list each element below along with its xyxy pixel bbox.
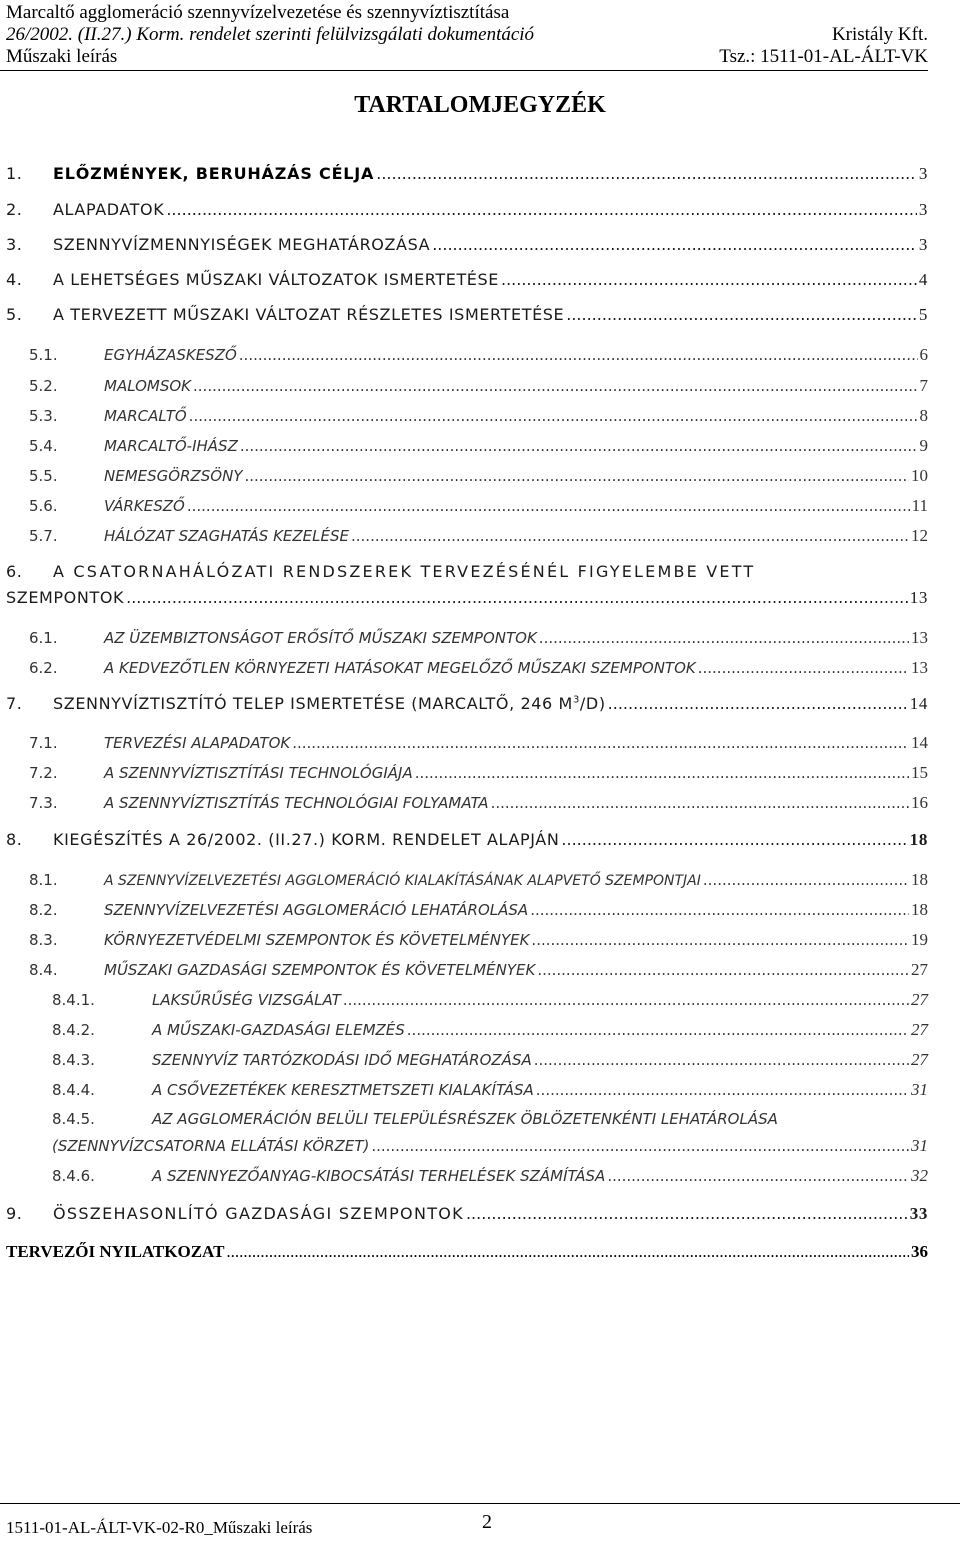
toc-page: 6: [919, 345, 928, 364]
toc-number: 8.3.: [29, 931, 58, 949]
toc-leader-dots: [244, 467, 909, 485]
toc-number: 8.1.: [29, 871, 58, 889]
toc-entry-8-4-3[interactable]: [52, 1050, 928, 1070]
toc-leader-dots: [530, 901, 909, 919]
toc-leader-dots: [187, 497, 910, 515]
toc-number: 7.1.: [29, 734, 58, 752]
toc-title: VÁRKESZŐ: [104, 497, 185, 515]
toc-number: 5.4.: [29, 437, 58, 455]
toc-entry-5-5[interactable]: [29, 466, 928, 486]
toc-title: A SZENNYVÍZTISZTÍTÁSI TECHNOLÓGIÁJA: [104, 764, 413, 782]
toc-page: 13: [909, 588, 928, 607]
toc-page: 11: [911, 496, 928, 515]
toc-page: 27: [911, 1050, 928, 1069]
toc-number: 8.4.: [29, 961, 58, 979]
toc-title: ÖSSZEHASONLÍTÓ GAZDASÁGI SZEMPONTOK: [53, 1204, 464, 1223]
toc-page: 27: [911, 990, 928, 1009]
toc-entry-6-line2[interactable]: [6, 588, 928, 608]
toc-page: 5: [918, 305, 928, 324]
toc-page: 32: [911, 1166, 928, 1185]
toc-title: ALAPADATOK: [53, 200, 165, 219]
toc-title: MARCALTŐ: [104, 407, 187, 425]
toc-leader-dots: [539, 629, 909, 647]
toc-number: 7.3.: [29, 794, 58, 812]
toc-page: 16: [911, 793, 928, 812]
toc-page: 3: [918, 235, 928, 254]
toc-entry-7-2[interactable]: [29, 763, 928, 783]
toc-leader-dots: [531, 931, 909, 949]
toc-page: 19: [911, 930, 928, 949]
header-project-number: Tsz.: 1511-01-AL-ÁLT-VK: [719, 46, 928, 67]
toc-number: 6.1.: [29, 629, 58, 647]
toc-title: KIEGÉSZÍTÉS A 26/2002. (II.27.) KORM. RENDELET ALAPJÁN: [53, 830, 560, 849]
toc-title: A KEDVEZŐTLEN KÖRNYEZETI HATÁSOKAT MEGELŐZŐ MŰSZAKI SZEMPONTOK: [104, 659, 696, 677]
toc-page: 8: [919, 406, 928, 425]
toc-title: KÖRNYEZETVÉDELMI SZEMPONTOK ÉS KÖVETELMÉNYEK: [104, 931, 530, 949]
toc-page: 3: [918, 200, 928, 219]
toc-title: AZ AGGLOMERÁCIÓN BELÜLI TELEPÜLÉSRÉSZEK ÖBLÖZETENKÉNTI LEHATÁROLÁSA: [152, 1110, 778, 1128]
toc-title: ELŐZMÉNYEK, BERUHÁZÁS CÉLJA: [53, 164, 375, 183]
toc-entry-1[interactable]: [6, 164, 928, 184]
toc-leader-dots: [343, 991, 909, 1009]
toc-title-main: SZENNYVÍZTISZTÍTÓ TELEP ISMERTETÉSE (MARCALTŐ, 246 M: [53, 694, 573, 713]
toc-entry-5-2[interactable]: [29, 376, 928, 396]
toc-entry-7-3[interactable]: [29, 793, 928, 813]
toc-page: 27: [911, 960, 928, 979]
toc-entry-8-4-4[interactable]: [52, 1080, 928, 1100]
toc-entry-8-4-1[interactable]: [52, 990, 928, 1010]
toc-page: 18: [909, 830, 928, 849]
toc-title-continued: SZEMPONTOK: [6, 588, 125, 607]
toc-page: 18: [911, 900, 928, 919]
header-line-1: [6, 2, 928, 24]
toc-title: [53, 694, 606, 713]
toc-entry-5[interactable]: [6, 305, 928, 325]
toc-leader-dots: [166, 200, 917, 219]
toc-title: A TERVEZETT MŰSZAKI VÁLTOZAT RÉSZLETES ISMERTETÉSE: [53, 305, 565, 324]
toc-leader-dots: [415, 764, 909, 782]
toc-title: MŰSZAKI GAZDASÁGI SZEMPONTOK ÉS KÖVETELMÉNYEK: [104, 961, 536, 979]
header-document-type: 26/2002. (II.27.) Korm. rendelet szerinti felülvizsgálati dokumentáció: [6, 24, 535, 45]
toc-title: A SZENNYVÍZELVEZETÉSI AGGLOMERÁCIÓ KIALAKÍTÁSÁNAK ALAPVETŐ SZEMPONTJAI: [104, 873, 701, 889]
toc-leader-dots: [432, 235, 917, 254]
toc-entry-5-3[interactable]: [29, 406, 928, 426]
toc-entry-7-1[interactable]: [29, 733, 928, 753]
toc-page: 3: [918, 164, 928, 183]
toc-number: 8.2.: [29, 901, 58, 919]
toc-title: TERVEZŐI NYILATKOZAT: [6, 1242, 225, 1261]
toc-number: 7.2.: [29, 764, 58, 782]
toc-page: 7: [919, 376, 928, 395]
toc-number: 4.: [6, 270, 23, 289]
toc-leader-dots: [126, 588, 908, 607]
toc-title: SZENNYVÍZELVEZETÉSI AGGLOMERÁCIÓ LEHATÁROLÁSA: [104, 901, 529, 919]
toc-number: 2.: [6, 200, 23, 219]
toc-page: 14: [911, 733, 928, 752]
toc-leader-dots: [239, 346, 918, 364]
toc-entry-9[interactable]: [6, 1204, 928, 1224]
toc-title: A SZENNYVÍZTISZTÍTÁS TECHNOLÓGIAI FOLYAMATA: [104, 794, 489, 812]
toc-number: 5.: [6, 305, 23, 324]
toc-title: MARCALTŐ-IHÁSZ: [104, 437, 238, 455]
toc-title: A MŰSZAKI-GAZDASÁGI ELEMZÉS: [152, 1021, 405, 1039]
header-divider: [0, 70, 928, 71]
toc-entry-8-4-2[interactable]: [52, 1020, 928, 1040]
toc-entry-8-4-6[interactable]: [52, 1166, 928, 1186]
toc-leader-dots: [292, 734, 909, 752]
toc-leader-dots: [491, 794, 909, 812]
toc-leader-dots: [240, 437, 918, 455]
toc-entry-designer-statement[interactable]: [6, 1242, 928, 1262]
toc-leader-dots: [698, 659, 909, 677]
toc-number: 5.1.: [29, 346, 58, 364]
toc-number: 8.4.1.: [52, 991, 95, 1009]
toc-entry-7[interactable]: [6, 694, 928, 714]
toc-leader-dots: [351, 527, 909, 545]
toc-page: 31: [911, 1136, 928, 1155]
toc-title: A CSŐVEZETÉKEK KERESZTMETSZETI KIALAKÍTÁSA: [152, 1081, 534, 1099]
toc-title: EGYHÁZASKESZŐ: [104, 346, 237, 364]
toc-leader-dots: [608, 694, 908, 713]
toc-page: 31: [911, 1080, 928, 1099]
toc-entry-8-4[interactable]: [29, 960, 928, 980]
toc-title: HÁLÓZAT SZAGHATÁS KEZELÉSE: [104, 527, 349, 545]
toc-entry-6-2[interactable]: [29, 658, 928, 678]
toc-number: 8.: [6, 830, 23, 849]
toc-entry-8-3[interactable]: [29, 930, 928, 950]
toc-page: 10: [911, 466, 928, 485]
toc-title-superscript: 3: [572, 694, 580, 706]
toc-title-suffix: /D): [579, 694, 606, 713]
toc-entry-8-4-5-line2[interactable]: [52, 1136, 928, 1156]
header-line-3: [6, 46, 928, 68]
toc-number: 5.3.: [29, 407, 58, 425]
toc-number: 6.: [6, 562, 23, 581]
toc-number: 3.: [6, 235, 23, 254]
toc-entry-5-1[interactable]: [29, 345, 928, 365]
toc-number: 9.: [6, 1204, 23, 1223]
toc-page: 12: [911, 526, 928, 545]
toc-leader-dots: [193, 377, 917, 395]
toc-title: LAKSŰRŰSÉG VIZSGÁLAT: [152, 991, 341, 1009]
toc-title-continued: (SZENNYVÍZCSATORNA ELLÁTÁSI KÖRZET): [52, 1137, 370, 1155]
toc-number: 8.4.2.: [52, 1021, 95, 1039]
toc-title: A SZENNYEZŐANYAG-KIBOCSÁTÁSI TERHELÉSEK SZÁMÍTÁSA: [152, 1167, 606, 1185]
toc-entry-4[interactable]: [6, 270, 928, 290]
toc-number: 8.4.4.: [52, 1081, 95, 1099]
toc-number: 5.6.: [29, 497, 58, 515]
toc-entry-5-7[interactable]: [29, 526, 928, 546]
toc-entry-6-line1[interactable]: [6, 562, 928, 581]
toc-title: MALOMSOK: [104, 377, 192, 395]
toc-entry-8-1[interactable]: [29, 870, 928, 890]
toc-number: 7.: [6, 694, 23, 713]
toc-leader-dots: [371, 1137, 909, 1155]
toc-page: 13: [911, 658, 928, 677]
header-line-2: [6, 24, 928, 46]
toc-page: 33: [909, 1204, 928, 1223]
toc-page: 18: [911, 870, 928, 889]
toc-leader-dots: [561, 830, 907, 849]
toc-entry-8-2[interactable]: [29, 900, 928, 920]
toc-leader-dots: [607, 1167, 909, 1185]
toc-entry-5-4[interactable]: [29, 436, 928, 456]
toc-leader-dots: [189, 407, 918, 425]
page-title: TARTALOMJEGYZÉK: [354, 92, 606, 118]
toc-number: 8.4.3.: [52, 1051, 95, 1069]
toc-leader-dots: [376, 164, 917, 183]
toc-entry-3[interactable]: [6, 235, 928, 255]
toc-title: AZ ÜZEMBIZTONSÁGOT ERŐSÍTŐ MŰSZAKI SZEMPONTOK: [104, 629, 537, 647]
toc-number: 5.7.: [29, 527, 58, 545]
toc-title: A CSATORNAHÁLÓZATI RENDSZEREK TERVEZÉSÉNÉL FIGYELEMBE VETT: [53, 562, 756, 581]
header-company: Kristály Kft.: [831, 24, 928, 45]
toc-leader-dots: [534, 1051, 909, 1069]
toc-number: 5.5.: [29, 467, 58, 485]
toc-title: TERVEZÉSI ALAPADATOK: [104, 734, 291, 752]
header-section: Műszaki leírás: [6, 46, 118, 67]
footer-divider: [0, 1503, 960, 1504]
footer-document-id: 1511-01-AL-ÁLT-VK-02-R0_Műszaki leírás: [6, 1518, 313, 1537]
toc-leader-dots: [566, 305, 917, 324]
header-project-title: Marcaltő agglomeráció szennyvízelvezetése és szennyvíztisztítása: [6, 2, 510, 23]
toc-entry-8-4-5-line1[interactable]: [52, 1110, 928, 1128]
toc-entry-2[interactable]: [6, 200, 928, 220]
toc-number: 8.4.6.: [52, 1167, 95, 1185]
toc-title: SZENNYVÍZMENNYISÉGEK MEGHATÁROZÁSA: [53, 235, 431, 254]
toc-leader-dots: [226, 1242, 909, 1262]
toc-page: 4: [918, 270, 928, 289]
toc-entry-8[interactable]: [6, 830, 928, 850]
toc-leader-dots: [501, 270, 917, 289]
toc-page: 36: [911, 1242, 928, 1261]
toc-page: 27: [911, 1020, 928, 1039]
toc-page: 13: [911, 628, 928, 647]
toc-number: 1.: [6, 164, 23, 183]
toc-title: SZENNYVÍZ TARTÓZKODÁSI IDŐ MEGHATÁROZÁSA: [152, 1051, 532, 1069]
toc-page: 15: [911, 763, 928, 782]
toc-page: 14: [909, 694, 928, 713]
toc-title: NEMESGÖRZSÖNY: [104, 467, 243, 485]
toc-entry-6-1[interactable]: [29, 628, 928, 648]
toc-leader-dots: [537, 961, 909, 979]
footer-page-number: 2: [482, 1511, 492, 1533]
toc-leader-dots: [536, 1081, 909, 1099]
toc-number: 8.4.5.: [52, 1110, 95, 1128]
toc-number: 6.2.: [29, 659, 58, 677]
toc-number: 5.2.: [29, 377, 58, 395]
toc-leader-dots: [703, 871, 909, 889]
toc-page: 9: [919, 436, 928, 455]
toc-title: A LEHETSÉGES MŰSZAKI VÁLTOZATOK ISMERTETÉSE: [53, 270, 499, 289]
toc-leader-dots: [407, 1021, 909, 1039]
toc-entry-5-6[interactable]: [29, 496, 928, 516]
toc-leader-dots: [466, 1204, 908, 1223]
